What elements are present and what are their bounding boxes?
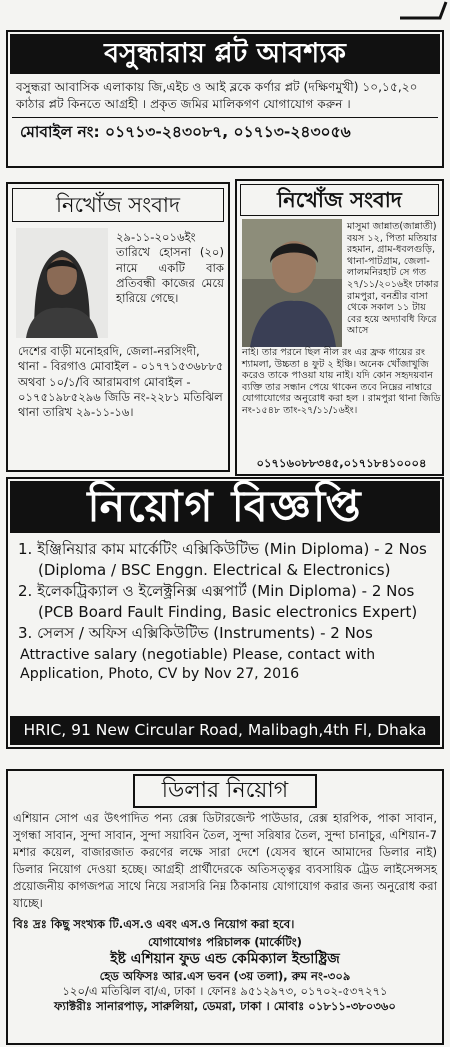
plot-wanted-ad	[6, 30, 444, 168]
dealer-address: ১২০/এ মতিঝিল বা/এ, ঢাকা । ফোনঃ ৯৫১২৯৭৩, ০১৭০২-৫৩৭২৭১	[62, 984, 388, 998]
missing-child-phone: ০১৭১৬০৮৮৩৪৫,০১৭১৮৪১০০০৪	[256, 456, 427, 470]
dealer-factory: ফ্যাক্টরীঃ সানারপাড়, সারুলিয়া, ডেমরা, ঢাকা । মোবাঃ ০১৮১১-৩৮০৩৬০	[54, 999, 396, 1013]
salary-note: Attractive salary (negotiable) Please, contact with Application, Photo, CV by Nov 27, 2016	[20, 647, 376, 682]
job-item-1: 1. ইঞ্জিনিয়ার কাম মার্কেটিং এক্সিকিউটিভ (Min Diploma) - 2 Nos	[18, 540, 427, 558]
dealer-company-name: ইষ্ট এশিয়ান ফুড এন্ড কেমিক্যাল ইন্ডাষ্ট্রিজ	[110, 951, 340, 967]
missing-child-photo	[242, 219, 342, 347]
dealer-recruitment-ad	[6, 769, 444, 1045]
plot-ad-body: বসুন্ধরা আবাসিক এলাকায় জি,এইচ ও আই ব্লকে কর্ণার প্লট (দক্ষিণমুখী) ১০,১৫,২০ কাঠার প্লট কিনতে আগ্রহী । প্রকৃত জমির মালিকগণ যোগাযোগ করুন ।	[16, 80, 418, 111]
dealer-contact: যোগাযোগঃ পরিচালক (মার্কেটিং)	[148, 935, 302, 949]
job-item-2-detail: (PCB Board Fault Finding, Basic electronics Expert)	[38, 603, 418, 621]
job-item-3: 3. সেলস / অফিস এক্সিকিউটিভ (Instruments) - 2 Nos	[18, 624, 373, 642]
recruitment-address: HRIC, 91 New Circular Road, Malibagh,4th Fl, Dhaka	[10, 716, 440, 745]
missing-notice-title: নিখোঁজ সংবাদ	[240, 184, 439, 216]
plot-ad-phone: মোবাইল নং: ০১৭১৩-২৪৩০৮৭, ০১৭১৩-২৪৩০৫৬	[12, 117, 438, 148]
missing-person-photo	[16, 228, 108, 338]
missing-child-text-1: মাসুমা জান্নাত(জান্নাতী) বয়স ১২, পিতা মতিয়ার রহমান, গ্রাম-ধবলগুড়ি, থানা-পাটগ্রাম, জেলা-লালমনিরহাট সে গত ২৭/১১/২০১৬ইং ঢাকার রামপুরা, বনশ্রীর বাসা থেকে সকাল ১১ টায় বের হয়ে অদ্যাবধি ফিরে আসে	[347, 221, 439, 337]
missing-notice-text-1: ২৯-১১-২০১৬ইং তারিখে হোসনা (২০) নামে একটি বাক প্রতিবন্ধী কাজের মেয়ে হারিয়ে গেছে।	[116, 230, 224, 306]
recruitment-ad	[6, 477, 444, 749]
missing-notice-masuma	[235, 179, 444, 476]
dealer-ad-body: এশিয়ান সোপ এর উৎপাদিত পন্য রেক্স ডিটারজেন্ট পাউডার, রেক্স হারপিক, পাকা সাবান, সুগন্ধা সাবান, সুন্দা সাবান, সুন্দা সয়াবিন তৈল, সুন্দা সরিষার তৈল, সুন্দা চানাচুর, এশিয়ান-7 মশার কয়েল, বাজারজাত করণের লক্ষে সারা দেশে (যেসব স্থানে আমাদের ডিলার নাই) ডিলার নিয়োগ দেওয়া হচ্ছে। আগ্রহী প্রার্থীদেরকে অতিসত্ত্বর ব্যবসায়িক ট্রেড লাইসেন্সসহ প্রয়োজনীয় কাগজপত্র সাথে নিয়ে সরাসরি নিম্ন ঠিকানায় যোগাযোগ করার জন্য অনুরোধ করা যাচ্ছে।	[13, 811, 437, 910]
missing-notice-hosna	[6, 182, 230, 472]
dealer-head-office: হেড অফিসঃ আর.এস ভবন (৩য় তলা), রুম নং-৩০৯	[99, 969, 351, 983]
job-item-2: 2. ইলেকট্রিক্যাল ও ইলেক্ট্রনিক্স এক্সপার্ট (Min Diploma) - 2 Nos	[18, 582, 415, 600]
plot-ad-title: বসুন্ধারায় প্লট আবশ্যক	[10, 34, 440, 74]
missing-child-text-2: নাই। তার পরনে ছিল নীল রং এর ফ্রক গায়ের রং শ্যামলা, উচ্চতা ৪ ফুট ২ ইঞ্চি। অনেক খোঁজাখুজি করেও তাকে পাওয়া যায় নাই। যদি কোন সহৃদয়বান ব্যক্তি তার সন্ধান পেয়ে থাকেন তবে নিম্নের নাম্বারে যোগাযোগের অনুরোধ করা হল । রামপুরা থানা জিডি নং-১৫৪৮ তাং-২৭/১১/১৬ইং।	[242, 347, 441, 416]
recruitment-title: নিয়োগ বিজ্ঞপ্তি	[10, 481, 440, 533]
dealer-ad-note: বিঃ দ্রঃ কিছু সংখ্যক টি.এস.ও এবং এস.ও নিয়োগ করা হবে।	[13, 917, 295, 931]
job-item-1-detail: (Diploma / BSC Enggn. Electrical & Electronics)	[38, 561, 391, 579]
missing-notice-text-2: দেশের বাড়ী মনোহরদি, জেলা-নরসিংদী, থানা - বিরগাও মোবাইল - ০১৭৭১৫৩৬৮৮৫ অথবা ১০/১/বি আরামবাগ মোবাইল - ০১৭৫১৯৮৫২৯৬ জিডি নং-২২৮১ মতিঝিল থানা তারিখ ২৯-১১-১৬।	[18, 344, 224, 420]
missing-notice-title: নিখোঁজ সংবাদ	[12, 188, 224, 222]
page-top-edge	[0, 0, 450, 22]
dealer-ad-title: ডিলার নিয়োগ	[133, 774, 317, 808]
